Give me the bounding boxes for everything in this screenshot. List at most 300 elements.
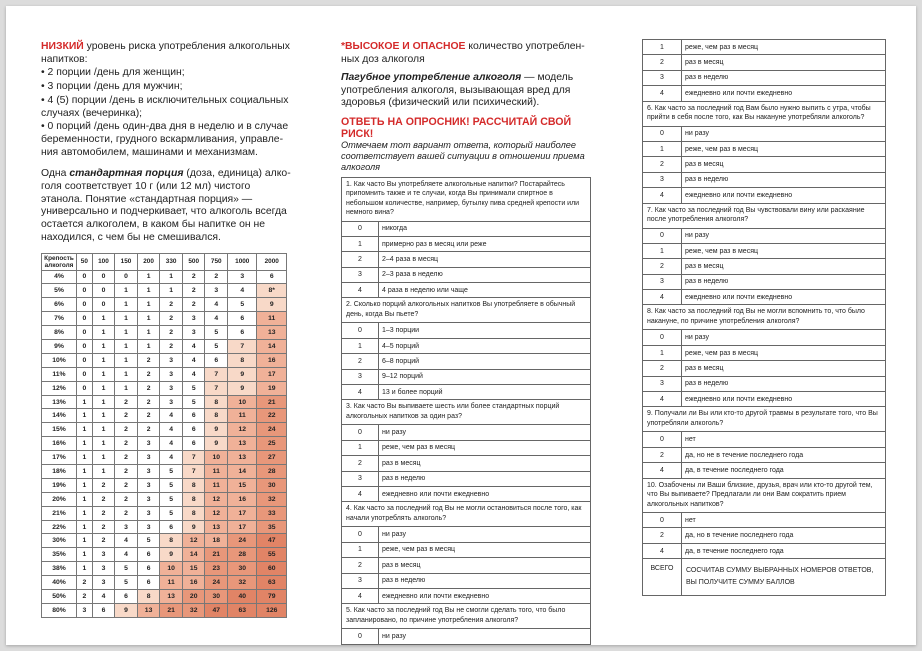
units-cell: 32 xyxy=(228,576,257,590)
harmful-use-paragraph xyxy=(341,72,591,110)
units-cell: 1 xyxy=(137,284,160,298)
answer-option-row[interactable] xyxy=(342,338,591,353)
table-row xyxy=(42,465,287,479)
units-cell: 1 xyxy=(137,340,160,354)
answer-option-row[interactable] xyxy=(643,243,886,258)
answer-score: 2 xyxy=(643,157,682,172)
answer-option-row[interactable] xyxy=(342,558,591,573)
units-cell: 13 xyxy=(257,326,287,340)
units-cell: 2 xyxy=(115,478,138,492)
answer-option-row[interactable] xyxy=(643,172,886,187)
answer-label: раз в месяц xyxy=(682,55,886,70)
units-cell: 2 xyxy=(137,395,160,409)
answer-label: ежедневно или почти ежедневно xyxy=(682,188,886,203)
answer-score: 1 xyxy=(342,236,379,251)
units-cell: 1 xyxy=(77,520,93,534)
answer-option-row[interactable] xyxy=(342,252,591,267)
answer-score: 3 xyxy=(643,172,682,187)
units-cell: 9 xyxy=(228,381,257,395)
units-cell: 4 xyxy=(160,437,183,451)
answer-option-row[interactable] xyxy=(342,323,591,338)
units-cell: 4 xyxy=(182,367,205,381)
answer-option-row[interactable] xyxy=(643,376,886,391)
answer-score: 0 xyxy=(342,221,379,236)
answer-score: 0 xyxy=(643,228,682,243)
answer-option-row[interactable] xyxy=(643,345,886,360)
answer-label: ежедневно или почти ежедневно xyxy=(379,588,591,603)
units-cell: 3 xyxy=(160,381,183,395)
answer-label: ежедневно или почти ежедневно xyxy=(682,86,886,101)
answer-option-row[interactable] xyxy=(342,283,591,298)
units-cell: 12 xyxy=(205,506,228,520)
units-cell: 0 xyxy=(92,298,115,312)
answer-option-row[interactable] xyxy=(643,290,886,305)
strength-cell: 10% xyxy=(42,353,77,367)
units-cell: 21 xyxy=(160,603,183,617)
units-cell: 4 xyxy=(205,298,228,312)
units-cell: 1 xyxy=(92,437,115,451)
units-cell: 6 xyxy=(257,270,287,284)
table-row xyxy=(42,437,287,451)
units-cell: 5 xyxy=(182,395,205,409)
table-row xyxy=(42,270,287,284)
question-text: 10. Озабочены ли Ваши близкие, друзья, врач или кто-то другой тем, что Вы выпиваете? Предлагали ли они Вам сократить прием алкогольных напитков? xyxy=(643,478,886,513)
strength-cell: 38% xyxy=(42,562,77,576)
question-text: 1. Как часто Вы употребляете алкогольные напитки? Постарайтесь припомнить также и те случаи, когда Вы принимали спиртное в небольшом количестве, например, бутылку пива средней крепости или немного вина? xyxy=(342,177,591,221)
units-cell: 4 xyxy=(115,534,138,548)
answer-label: реже, чем раз в месяц xyxy=(379,440,591,455)
answer-option-row[interactable] xyxy=(342,267,591,282)
answer-option-row[interactable] xyxy=(643,40,886,55)
units-cell: 3 xyxy=(160,353,183,367)
units-cell: 6 xyxy=(228,326,257,340)
units-cell: 10 xyxy=(228,395,257,409)
units-cell: 12 xyxy=(205,492,228,506)
units-cell: 5 xyxy=(115,562,138,576)
units-cell: 5 xyxy=(182,381,205,395)
units-cell: 2 xyxy=(77,576,93,590)
units-cell: 15 xyxy=(228,478,257,492)
answer-option-row[interactable] xyxy=(342,629,591,644)
units-cell: 5 xyxy=(160,478,183,492)
units-cell: 1 xyxy=(77,423,93,437)
volume-column-header: 2000 xyxy=(257,253,287,270)
answer-option-row[interactable] xyxy=(643,126,886,141)
units-cell: 13 xyxy=(205,520,228,534)
strength-cell: 9% xyxy=(42,340,77,354)
units-cell: 9 xyxy=(257,298,287,312)
harmful-use-text: — модель употребления алкоголя, вызывающая вред для здоровья (физический или психический). xyxy=(341,72,574,108)
answer-option-row[interactable] xyxy=(643,543,886,558)
units-cell: 5 xyxy=(160,465,183,479)
units-cell: 30 xyxy=(228,562,257,576)
question-row xyxy=(342,177,591,221)
units-cell: 28 xyxy=(257,465,287,479)
units-cell: 1 xyxy=(77,492,93,506)
units-cell: 1 xyxy=(77,562,93,576)
answer-label: реже, чем раз в месяц xyxy=(682,243,886,258)
units-cell: 2 xyxy=(92,478,115,492)
units-cell: 24 xyxy=(228,534,257,548)
units-cell: 0 xyxy=(77,312,93,326)
total-label: ВСЕГО xyxy=(643,559,682,596)
units-cell: 3 xyxy=(182,312,205,326)
units-cell: 2 xyxy=(115,465,138,479)
units-cell: 8 xyxy=(205,409,228,423)
units-cell: 1 xyxy=(115,326,138,340)
low-risk-bullet: • 0 порций /день один-два дня в неделю и в случае беременности, грудного вскармливания, управления автомобилем, машинами и механизмам. xyxy=(41,121,289,158)
answer-score: 4 xyxy=(643,188,682,203)
answer-option-row[interactable] xyxy=(643,228,886,243)
answer-option-row[interactable] xyxy=(643,463,886,478)
answer-option-row[interactable] xyxy=(643,86,886,101)
answer-label: 13 и более порций xyxy=(379,385,591,400)
units-cell: 11 xyxy=(257,312,287,326)
alcohol-units-table xyxy=(41,253,287,618)
units-cell: 30 xyxy=(257,478,287,492)
units-cell: 2 xyxy=(92,534,115,548)
strength-cell: 21% xyxy=(42,506,77,520)
units-cell: 1 xyxy=(115,298,138,312)
strength-cell: 30% xyxy=(42,534,77,548)
answer-option-row[interactable] xyxy=(643,188,886,203)
units-cell: 6 xyxy=(182,437,205,451)
units-cell: 2 xyxy=(77,590,93,604)
question-row xyxy=(643,478,886,513)
answer-label: реже, чем раз в месяц xyxy=(682,40,886,55)
units-cell: 12 xyxy=(182,534,205,548)
answer-option-row[interactable] xyxy=(342,354,591,369)
answer-label: раз в месяц xyxy=(379,558,591,573)
units-cell: 0 xyxy=(77,298,93,312)
volume-column-header: 50 xyxy=(77,253,93,270)
answer-score: 3 xyxy=(643,274,682,289)
high-risk-heading xyxy=(341,41,591,66)
high-risk-text: количество употребленных доз алкоголя xyxy=(341,41,585,65)
units-cell: 3 xyxy=(160,367,183,381)
units-cell: 5 xyxy=(228,298,257,312)
units-cell: 24 xyxy=(205,576,228,590)
answer-option-row[interactable] xyxy=(342,369,591,384)
strength-cell: 12% xyxy=(42,381,77,395)
question-row xyxy=(643,407,886,432)
para-rest: (доза, единица) алкоголя соответствует 10 г (или 12 мл) чистого этанола. Понятие «стандартная порция» — универсально и подчеркивает, что алкоголь всегда остается алкоголем, в каком бы напитке он не находился, с чем бы не смешивался. xyxy=(41,168,291,243)
units-cell: 3 xyxy=(205,284,228,298)
answer-option-row[interactable] xyxy=(643,70,886,85)
units-cell: 0 xyxy=(77,270,93,284)
answer-label: да, в течение последнего года xyxy=(682,543,886,558)
question-row xyxy=(643,305,886,330)
units-cell: 4 xyxy=(160,451,183,465)
answer-label: раз в месяц xyxy=(379,456,591,471)
units-cell: 1 xyxy=(137,326,160,340)
units-cell: 1 xyxy=(92,409,115,423)
units-cell: 2 xyxy=(137,367,160,381)
low-risk-label: НИЗКИЙ xyxy=(41,41,84,52)
answer-label: ни разу xyxy=(379,425,591,440)
answer-score: 3 xyxy=(643,376,682,391)
answer-option-row[interactable] xyxy=(342,440,591,455)
answer-score: 4 xyxy=(643,86,682,101)
answer-score: 0 xyxy=(643,432,682,447)
table-row xyxy=(42,576,287,590)
answer-option-row[interactable] xyxy=(342,486,591,501)
answer-option-row[interactable] xyxy=(643,55,886,70)
units-cell: 1 xyxy=(92,395,115,409)
units-cell: 15 xyxy=(182,562,205,576)
answer-option-row[interactable] xyxy=(342,542,591,557)
units-cell: 1 xyxy=(77,395,93,409)
units-cell: 3 xyxy=(228,270,257,284)
table-row xyxy=(42,367,287,381)
units-cell: 2 xyxy=(160,312,183,326)
units-cell: 20 xyxy=(182,590,205,604)
units-cell: 1 xyxy=(115,284,138,298)
units-cell: 4 xyxy=(160,409,183,423)
left-column xyxy=(41,41,291,618)
units-cell: 8 xyxy=(205,395,228,409)
answer-score: 0 xyxy=(643,330,682,345)
units-cell: 1 xyxy=(77,506,93,520)
answer-label: 9–12 порций xyxy=(379,369,591,384)
question-row xyxy=(342,298,591,323)
answer-score: 3 xyxy=(342,369,379,384)
low-risk-block xyxy=(41,41,291,245)
answer-label: 6–8 порций xyxy=(379,354,591,369)
units-cell: 1 xyxy=(77,534,93,548)
answer-option-row[interactable] xyxy=(643,528,886,543)
answer-option-row[interactable] xyxy=(342,471,591,486)
units-cell: 22 xyxy=(257,409,287,423)
answer-score: 2 xyxy=(643,447,682,462)
table-row xyxy=(42,534,287,548)
units-cell: 11 xyxy=(160,576,183,590)
standard-portion-paragraph xyxy=(41,168,291,244)
question-row xyxy=(342,604,591,629)
units-cell: 1 xyxy=(92,353,115,367)
answer-score: 4 xyxy=(643,290,682,305)
total-row xyxy=(643,559,886,596)
units-cell: 2 xyxy=(205,270,228,284)
units-cell: 47 xyxy=(205,603,228,617)
units-cell: 1 xyxy=(77,437,93,451)
units-cell: 9 xyxy=(182,520,205,534)
units-cell: 1 xyxy=(77,465,93,479)
answer-score: 2 xyxy=(342,456,379,471)
question-text: 7. Как часто за последний год Вы чувствовали вину или раскаяние после употребления алкоголя? xyxy=(643,203,886,228)
units-cell: 6 xyxy=(182,423,205,437)
question-text: 8. Как часто за последний год Вы не могли вспомнить то, что было накануне, по причине употребления алкоголя? xyxy=(643,305,886,330)
units-cell: 3 xyxy=(92,548,115,562)
units-cell: 6 xyxy=(137,562,160,576)
answer-score: 4 xyxy=(643,543,682,558)
right-column xyxy=(642,39,886,596)
answer-score: 4 xyxy=(643,392,682,407)
units-cell: 17 xyxy=(228,520,257,534)
units-cell: 2 xyxy=(115,451,138,465)
units-cell: 3 xyxy=(137,451,160,465)
answer-option-row[interactable] xyxy=(342,236,591,251)
units-cell: 0 xyxy=(77,353,93,367)
table-row xyxy=(42,340,287,354)
answer-option-row[interactable] xyxy=(342,527,591,542)
units-cell: 6 xyxy=(137,548,160,562)
question-text: 9. Получали ли Вы или кто-то другой травмы в результате того, что Вы употребляли алкоголь? xyxy=(643,407,886,432)
answer-score: 1 xyxy=(342,542,379,557)
table-row xyxy=(42,603,287,617)
volume-column-header: 500 xyxy=(182,253,205,270)
questionnaire-note: Отмечаем тот вариант ответа, который наиболее соответствует вашей ситуации в отношении приема алкоголя xyxy=(341,139,585,172)
question-text: 4. Как часто за последний год Вы не могли остановиться после того, как начали употреблять алкоголь? xyxy=(342,502,591,527)
answer-option-row[interactable] xyxy=(342,221,591,236)
units-cell: 5 xyxy=(160,506,183,520)
units-cell: 9 xyxy=(205,437,228,451)
answer-label: реже, чем раз в месяц xyxy=(682,141,886,156)
questionnaire-table-part1 xyxy=(341,177,591,645)
answer-score: 4 xyxy=(342,283,379,298)
answer-label: 4–5 порций xyxy=(379,338,591,353)
units-cell: 14 xyxy=(182,548,205,562)
answer-option-row[interactable] xyxy=(643,447,886,462)
units-cell: 0 xyxy=(77,284,93,298)
answer-option-row[interactable] xyxy=(643,274,886,289)
units-cell: 1 xyxy=(115,312,138,326)
units-cell: 4 xyxy=(228,284,257,298)
answer-label: раз в неделю xyxy=(682,70,886,85)
questionnaire-callout: ОТВЕТЬ НА ОПРОСНИК! РАССЧИТАЙ СВОЙ РИСК! xyxy=(341,115,572,140)
units-cell: 2 xyxy=(92,520,115,534)
strength-cell: 4% xyxy=(42,270,77,284)
strength-cell: 14% xyxy=(42,409,77,423)
volume-column-header: 100 xyxy=(92,253,115,270)
alcohol-table-header xyxy=(42,253,287,270)
answer-label: реже, чем раз в месяц xyxy=(682,345,886,360)
answer-option-row[interactable] xyxy=(643,392,886,407)
answer-option-row[interactable] xyxy=(342,588,591,603)
table-row xyxy=(42,451,287,465)
units-cell: 7 xyxy=(205,381,228,395)
answer-label: ни разу xyxy=(379,629,591,644)
strength-cell: 13% xyxy=(42,395,77,409)
low-risk-heading-text: уровень риска употребления алкогольных напитков: xyxy=(41,41,290,65)
units-cell: 2 xyxy=(92,492,115,506)
units-cell: 11 xyxy=(205,465,228,479)
low-risk-heading xyxy=(41,41,291,66)
answer-option-row[interactable] xyxy=(342,573,591,588)
units-cell: 13 xyxy=(160,590,183,604)
units-cell: 9 xyxy=(205,423,228,437)
strength-cell: 80% xyxy=(42,603,77,617)
answer-score: 3 xyxy=(342,573,379,588)
units-cell: 14 xyxy=(228,465,257,479)
answer-option-row[interactable] xyxy=(643,432,886,447)
answer-option-row[interactable] xyxy=(342,385,591,400)
answer-option-row[interactable] xyxy=(342,425,591,440)
units-cell: 1 xyxy=(92,367,115,381)
units-cell: 6 xyxy=(92,603,115,617)
units-cell: 1 xyxy=(92,312,115,326)
units-cell: 2 xyxy=(115,395,138,409)
table-row xyxy=(42,506,287,520)
answer-option-row[interactable] xyxy=(342,456,591,471)
units-cell: 5 xyxy=(205,326,228,340)
answer-label: нет xyxy=(682,432,886,447)
table-row xyxy=(42,478,287,492)
units-cell: 17 xyxy=(228,506,257,520)
answer-option-row[interactable] xyxy=(643,141,886,156)
units-cell: 16 xyxy=(228,492,257,506)
answer-label: раз в месяц xyxy=(682,259,886,274)
units-cell: 55 xyxy=(257,548,287,562)
answer-score: 4 xyxy=(342,588,379,603)
answer-option-row[interactable] xyxy=(643,361,886,376)
units-cell: 32 xyxy=(257,492,287,506)
low-risk-bullet: • 3 порции /день для мужчин; xyxy=(41,81,183,93)
units-cell: 1 xyxy=(92,451,115,465)
units-cell: 0 xyxy=(92,270,115,284)
answer-score: 4 xyxy=(342,486,379,501)
units-cell: 8* xyxy=(257,284,287,298)
answer-score: 4 xyxy=(342,385,379,400)
strength-cell: 17% xyxy=(42,451,77,465)
question-row xyxy=(342,502,591,527)
answer-option-row[interactable] xyxy=(643,259,886,274)
answer-label: ни разу xyxy=(682,126,886,141)
strength-cell: 22% xyxy=(42,520,77,534)
answer-label: 4 раза в неделю или чаще xyxy=(379,283,591,298)
table-row xyxy=(42,284,287,298)
units-cell: 60 xyxy=(257,562,287,576)
units-cell: 17 xyxy=(257,367,287,381)
answer-option-row[interactable] xyxy=(643,330,886,345)
units-cell: 12 xyxy=(228,423,257,437)
units-cell: 1 xyxy=(92,326,115,340)
units-cell: 1 xyxy=(160,284,183,298)
units-cell: 7 xyxy=(182,451,205,465)
units-cell: 1 xyxy=(92,423,115,437)
answer-label: 2–3 раза в неделю xyxy=(379,267,591,282)
questionnaire-table-part2 xyxy=(642,39,886,596)
units-cell: 2 xyxy=(137,409,160,423)
question-text: 2. Сколько порций алкогольных напитков Вы употребляете в обычный день, когда Вы пьете? xyxy=(342,298,591,323)
units-cell: 2 xyxy=(137,353,160,367)
units-cell: 6 xyxy=(160,520,183,534)
units-cell: 21 xyxy=(205,548,228,562)
units-cell: 1 xyxy=(77,478,93,492)
units-cell: 18 xyxy=(205,534,228,548)
units-cell: 4 xyxy=(115,548,138,562)
answer-option-row[interactable] xyxy=(643,157,886,172)
answer-label: нет xyxy=(682,513,886,528)
answer-label: раз в месяц xyxy=(682,361,886,376)
answer-option-row[interactable] xyxy=(643,513,886,528)
units-cell: 1 xyxy=(77,548,93,562)
answer-label: раз в неделю xyxy=(682,172,886,187)
units-cell: 27 xyxy=(257,451,287,465)
table-row xyxy=(42,298,287,312)
question-row xyxy=(643,203,886,228)
answer-score: 1 xyxy=(643,243,682,258)
table-row xyxy=(42,326,287,340)
units-cell: 79 xyxy=(257,590,287,604)
units-cell: 14 xyxy=(257,340,287,354)
table-row xyxy=(42,381,287,395)
strength-cell: 50% xyxy=(42,590,77,604)
middle-column xyxy=(341,41,591,645)
units-cell: 6 xyxy=(205,353,228,367)
answer-score: 2 xyxy=(342,252,379,267)
units-cell: 3 xyxy=(160,395,183,409)
